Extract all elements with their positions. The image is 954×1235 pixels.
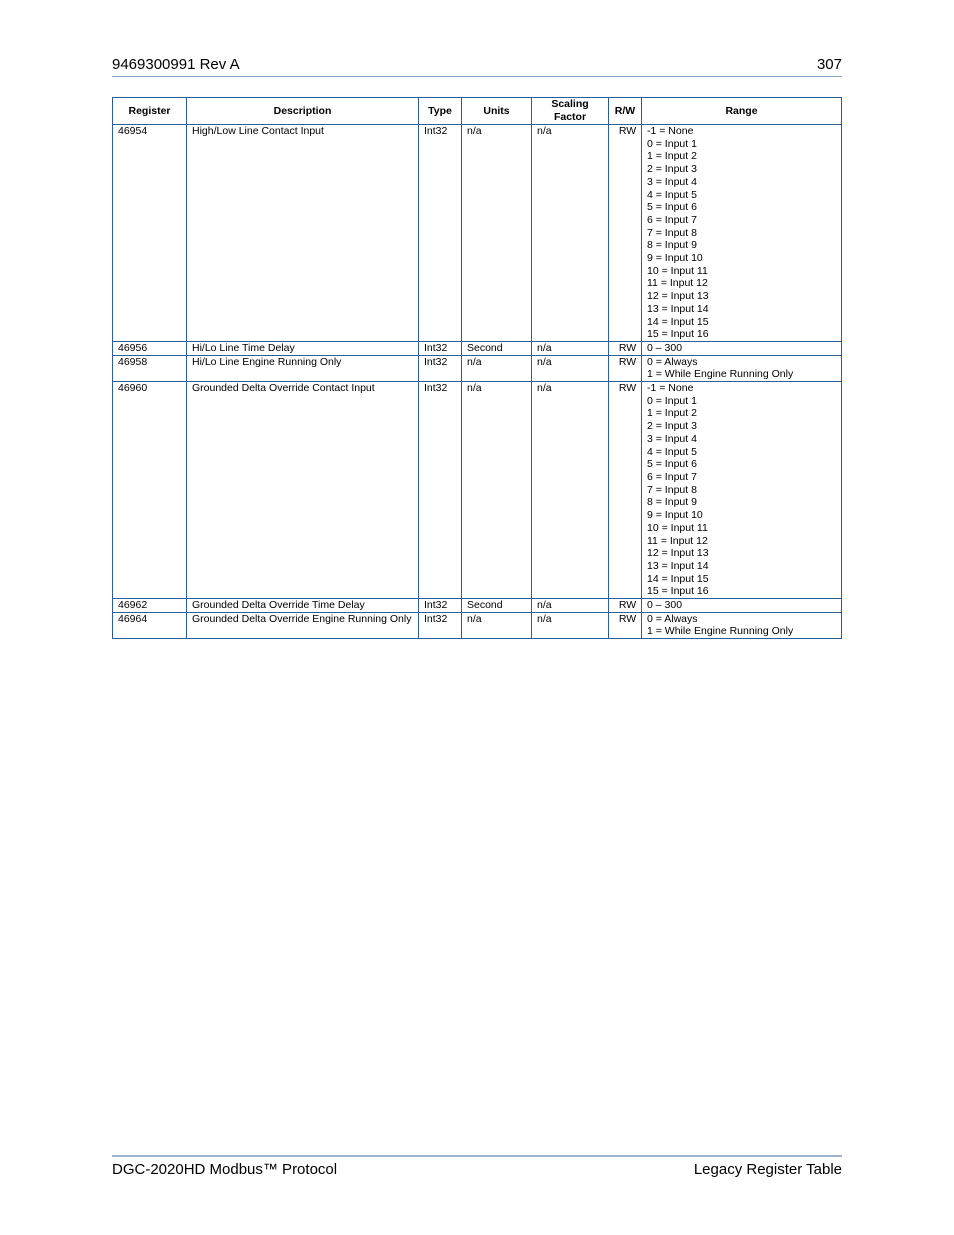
range-value: 0 – 300 [647, 341, 683, 354]
register-cell: 46956 [113, 341, 187, 355]
range-value: 12 = Input 13 [647, 290, 709, 303]
range-value: 6 = Input 7 [647, 213, 697, 226]
range-value: 1 = While Engine Running Only [647, 625, 794, 638]
rw-cell: RW [609, 599, 642, 613]
table-row [113, 125, 842, 342]
range-value: 0 – 300 [647, 599, 683, 612]
register-table [112, 97, 842, 639]
range-value: 5 = Input 6 [647, 458, 697, 471]
rw-cell: RW [609, 382, 642, 599]
range-value: 7 = Input 8 [647, 226, 697, 239]
units-cell: n/a [462, 382, 532, 599]
rw-cell: RW [609, 125, 642, 342]
table-body [113, 125, 842, 639]
scaling-cell: n/a [532, 382, 609, 599]
table-row [113, 355, 842, 381]
description-cell: Grounded Delta Override Time Delay [187, 599, 419, 613]
page-number: 307 [816, 56, 842, 73]
range-value: 3 = Input 4 [647, 432, 697, 445]
scaling-cell: n/a [532, 341, 609, 355]
range-value: 8 = Input 9 [647, 239, 697, 252]
footer-section-title: Legacy Register Table [693, 1161, 842, 1178]
range-value: 0 = Input 1 [647, 394, 697, 407]
register-cell: 46964 [113, 612, 187, 638]
range-value: -1 = None [647, 382, 694, 395]
range-cell [642, 355, 842, 381]
range-value: 4 = Input 5 [647, 188, 697, 201]
col-header-type: Type [419, 98, 462, 125]
units-cell: n/a [462, 125, 532, 342]
range-value: 0 = Always [647, 355, 698, 368]
scaling-header-line1: Scaling [551, 98, 589, 110]
range-value: 3 = Input 4 [647, 175, 697, 188]
table-header-row [113, 98, 842, 125]
table-row [113, 382, 842, 599]
register-cell: 46960 [113, 382, 187, 599]
range-cell [642, 382, 842, 599]
table-row [113, 341, 842, 355]
range-value: 1 = Input 2 [647, 150, 697, 163]
range-value: 11 = Input 12 [647, 277, 708, 290]
col-header-register: Register [113, 98, 187, 125]
rw-cell: RW [609, 612, 642, 638]
range-value: 2 = Input 3 [647, 163, 697, 176]
range-value: 1 = Input 2 [647, 407, 697, 420]
description-cell: Hi/Lo Line Time Delay [187, 341, 419, 355]
rw-cell: RW [609, 341, 642, 355]
type-cell: Int32 [419, 341, 462, 355]
range-value: 6 = Input 7 [647, 470, 697, 483]
type-cell: Int32 [419, 612, 462, 638]
range-cell [642, 125, 842, 342]
range-value: 1 = While Engine Running Only [647, 368, 794, 381]
col-header-description: Description [187, 98, 419, 125]
range-value: 10 = Input 11 [647, 521, 708, 534]
range-value: -1 = None [647, 125, 694, 137]
range-cell [642, 612, 842, 638]
range-cell [642, 341, 842, 355]
range-value: 14 = Input 15 [647, 315, 709, 328]
document-number: 9469300991 Rev A [112, 56, 240, 73]
type-cell: Int32 [419, 355, 462, 381]
col-header-units: Units [462, 98, 532, 125]
col-header-range: Range [642, 98, 842, 125]
range-value: 15 = Input 16 [647, 585, 709, 598]
range-value: 11 = Input 12 [647, 534, 708, 547]
range-value: 0 = Input 1 [647, 137, 697, 150]
col-header-scaling-factor [532, 98, 609, 125]
range-value: 13 = Input 14 [647, 302, 709, 315]
scaling-header-line2: Factor [553, 111, 587, 123]
units-cell: n/a [462, 612, 532, 638]
range-value: 0 = Always [647, 612, 698, 625]
range-value: 7 = Input 8 [647, 483, 697, 496]
scaling-cell: n/a [532, 355, 609, 381]
type-cell: Int32 [419, 382, 462, 599]
footer-protocol-title: DGC-2020HD Modbus™ Protocol [112, 1161, 338, 1178]
range-value: 12 = Input 13 [647, 547, 709, 560]
description-cell: High/Low Line Contact Input [187, 125, 419, 342]
description-cell: Grounded Delta Override Contact Input [187, 382, 419, 599]
range-value: 10 = Input 11 [647, 264, 708, 277]
range-value: 4 = Input 5 [647, 445, 697, 458]
range-value: 14 = Input 15 [647, 572, 709, 585]
range-value: 9 = Input 10 [647, 509, 703, 522]
range-value: 5 = Input 6 [647, 201, 697, 214]
units-cell: Second [462, 599, 532, 613]
page-footer [112, 1155, 842, 1181]
range-cell [642, 599, 842, 613]
type-cell: Int32 [419, 599, 462, 613]
register-cell: 46962 [113, 599, 187, 613]
units-cell: Second [462, 341, 532, 355]
range-value: 9 = Input 10 [647, 252, 703, 265]
range-value: 8 = Input 9 [647, 496, 697, 509]
type-cell: Int32 [419, 125, 462, 342]
page-header [112, 56, 842, 77]
register-cell: 46958 [113, 355, 187, 381]
units-cell: n/a [462, 355, 532, 381]
range-value: 2 = Input 3 [647, 420, 697, 433]
table-row [113, 612, 842, 638]
table-row [113, 599, 842, 613]
scaling-cell: n/a [532, 125, 609, 342]
scaling-cell: n/a [532, 612, 609, 638]
col-header-rw: R/W [609, 98, 642, 125]
register-cell: 46954 [113, 125, 187, 342]
scaling-cell: n/a [532, 599, 609, 613]
description-cell: Grounded Delta Override Engine Running Only [187, 612, 419, 638]
rw-cell: RW [609, 355, 642, 381]
range-value: 13 = Input 14 [647, 559, 709, 572]
description-cell: Hi/Lo Line Engine Running Only [187, 355, 419, 381]
range-value: 15 = Input 16 [647, 328, 709, 341]
